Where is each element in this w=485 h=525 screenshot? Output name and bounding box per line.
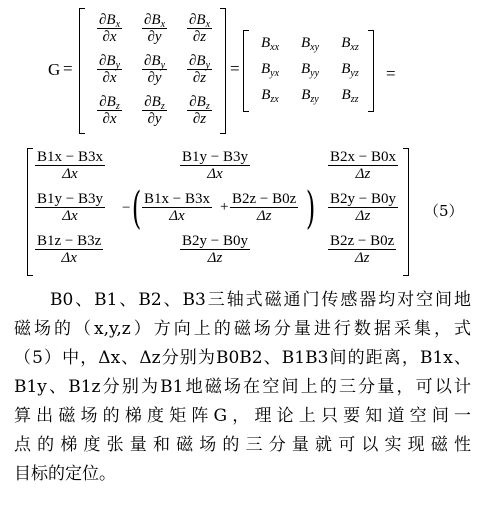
matrix-cell: B2y − B0y Δz (182, 233, 248, 266)
equation-bottom (0, 140, 485, 280)
gradient-left-bracket (27, 148, 33, 276)
tensor-cell: $B_{yy}$ (300, 60, 320, 79)
tensor-cell: $B_{yx}$ (260, 60, 280, 79)
jacobian-cell: $\frac{\partial B_x}{\partial z}$ (188, 12, 211, 45)
jacobian-cell: $\frac{\partial B_z}{\partial y}$ (144, 94, 165, 127)
jacobian-left-bracket (79, 8, 85, 134)
jacobian-right-bracket (220, 8, 226, 134)
tensor-cell: $B_{zz}$ (341, 86, 359, 105)
matrix-cell: B2x − B0x Δz (330, 149, 396, 182)
gradient-right-bracket (403, 148, 409, 276)
left-paren: ( (131, 183, 142, 234)
tensor-cell: $B_{xy}$ (300, 34, 320, 53)
paragraph-line: （5）中，Δx、Δz分别为B0B2、B1B3间的距离，B1x、 (14, 348, 471, 368)
body-paragraph (14, 286, 471, 489)
matrix-cell: B1x − B3x Δx (144, 191, 210, 224)
tensor-cell: $B_{xz}$ (341, 34, 359, 53)
matrix-cell: B2z − B0z Δz (232, 191, 297, 224)
tensor-right-bracket (368, 30, 374, 112)
jacobian-cell: $\frac{\partial B_y}{\partial y}$ (143, 53, 166, 86)
jacobian-cell: $\frac{\partial B_y}{\partial z}$ (188, 53, 211, 86)
equals-sign: = (230, 59, 240, 78)
jacobian-cell: $\frac{\partial B_x}{\partial y}$ (143, 12, 166, 45)
matrix-cell: B2y − B0y Δz (330, 191, 396, 224)
paragraph-line: B1y、B1z分别为B1地磁场在空间上的三分量，可以计 (14, 377, 471, 397)
paragraph-line: 算出磁场的梯度矩阵G，理论上只要知道空间一 (14, 406, 471, 426)
paragraph-line: B0、B1、B2、B3三轴式磁通门传感器均对空间地 (50, 290, 471, 310)
matrix-cell: B1y − B3y Δx (182, 149, 248, 182)
jacobian-matrix (87, 8, 222, 132)
plus-sign: + (220, 199, 229, 215)
tensor-cell: $B_{zy}$ (301, 86, 319, 105)
jacobian-cell: $\frac{\partial B_z}{\partial z}$ (189, 94, 210, 127)
matrix-cell: B1x − B3x Δx (37, 149, 103, 182)
tensor-cell: $B_{yz}$ (341, 60, 359, 79)
right-paren: ) (305, 183, 316, 234)
equals-sign: = (386, 64, 396, 83)
tensor-cell: $B_{xx}$ (260, 34, 280, 53)
matrix-cell: B1z − B3z Δx (37, 233, 102, 266)
tensor-left-bracket (243, 30, 249, 112)
minus-sign: − (122, 200, 131, 216)
equation-top (0, 0, 485, 140)
jacobian-cell: $\frac{\partial B_z}{\partial x}$ (99, 94, 120, 127)
tensor-cell: $B_{zx}$ (261, 86, 279, 105)
equation-number: （5） (424, 202, 464, 220)
paragraph-line: 磁场的（x,y,z）方向上的磁场分量进行数据采集，式 (14, 319, 471, 339)
jacobian-cell: $\frac{\partial B_x}{\partial x}$ (98, 12, 121, 45)
paragraph-line: 点的梯度张量和磁场的三分量就可以实现磁性 (14, 435, 471, 455)
tensor-matrix (250, 30, 370, 110)
matrix-cell: B2z − B0z Δz (330, 233, 395, 266)
gradient-symbol: G (48, 60, 61, 79)
equals-sign: = (63, 59, 73, 78)
jacobian-cell: $\frac{\partial B_y}{\partial x}$ (98, 53, 121, 86)
matrix-cell: B1y − B3y Δx (37, 191, 103, 224)
paragraph-line: 目标的定位。 (14, 464, 116, 484)
